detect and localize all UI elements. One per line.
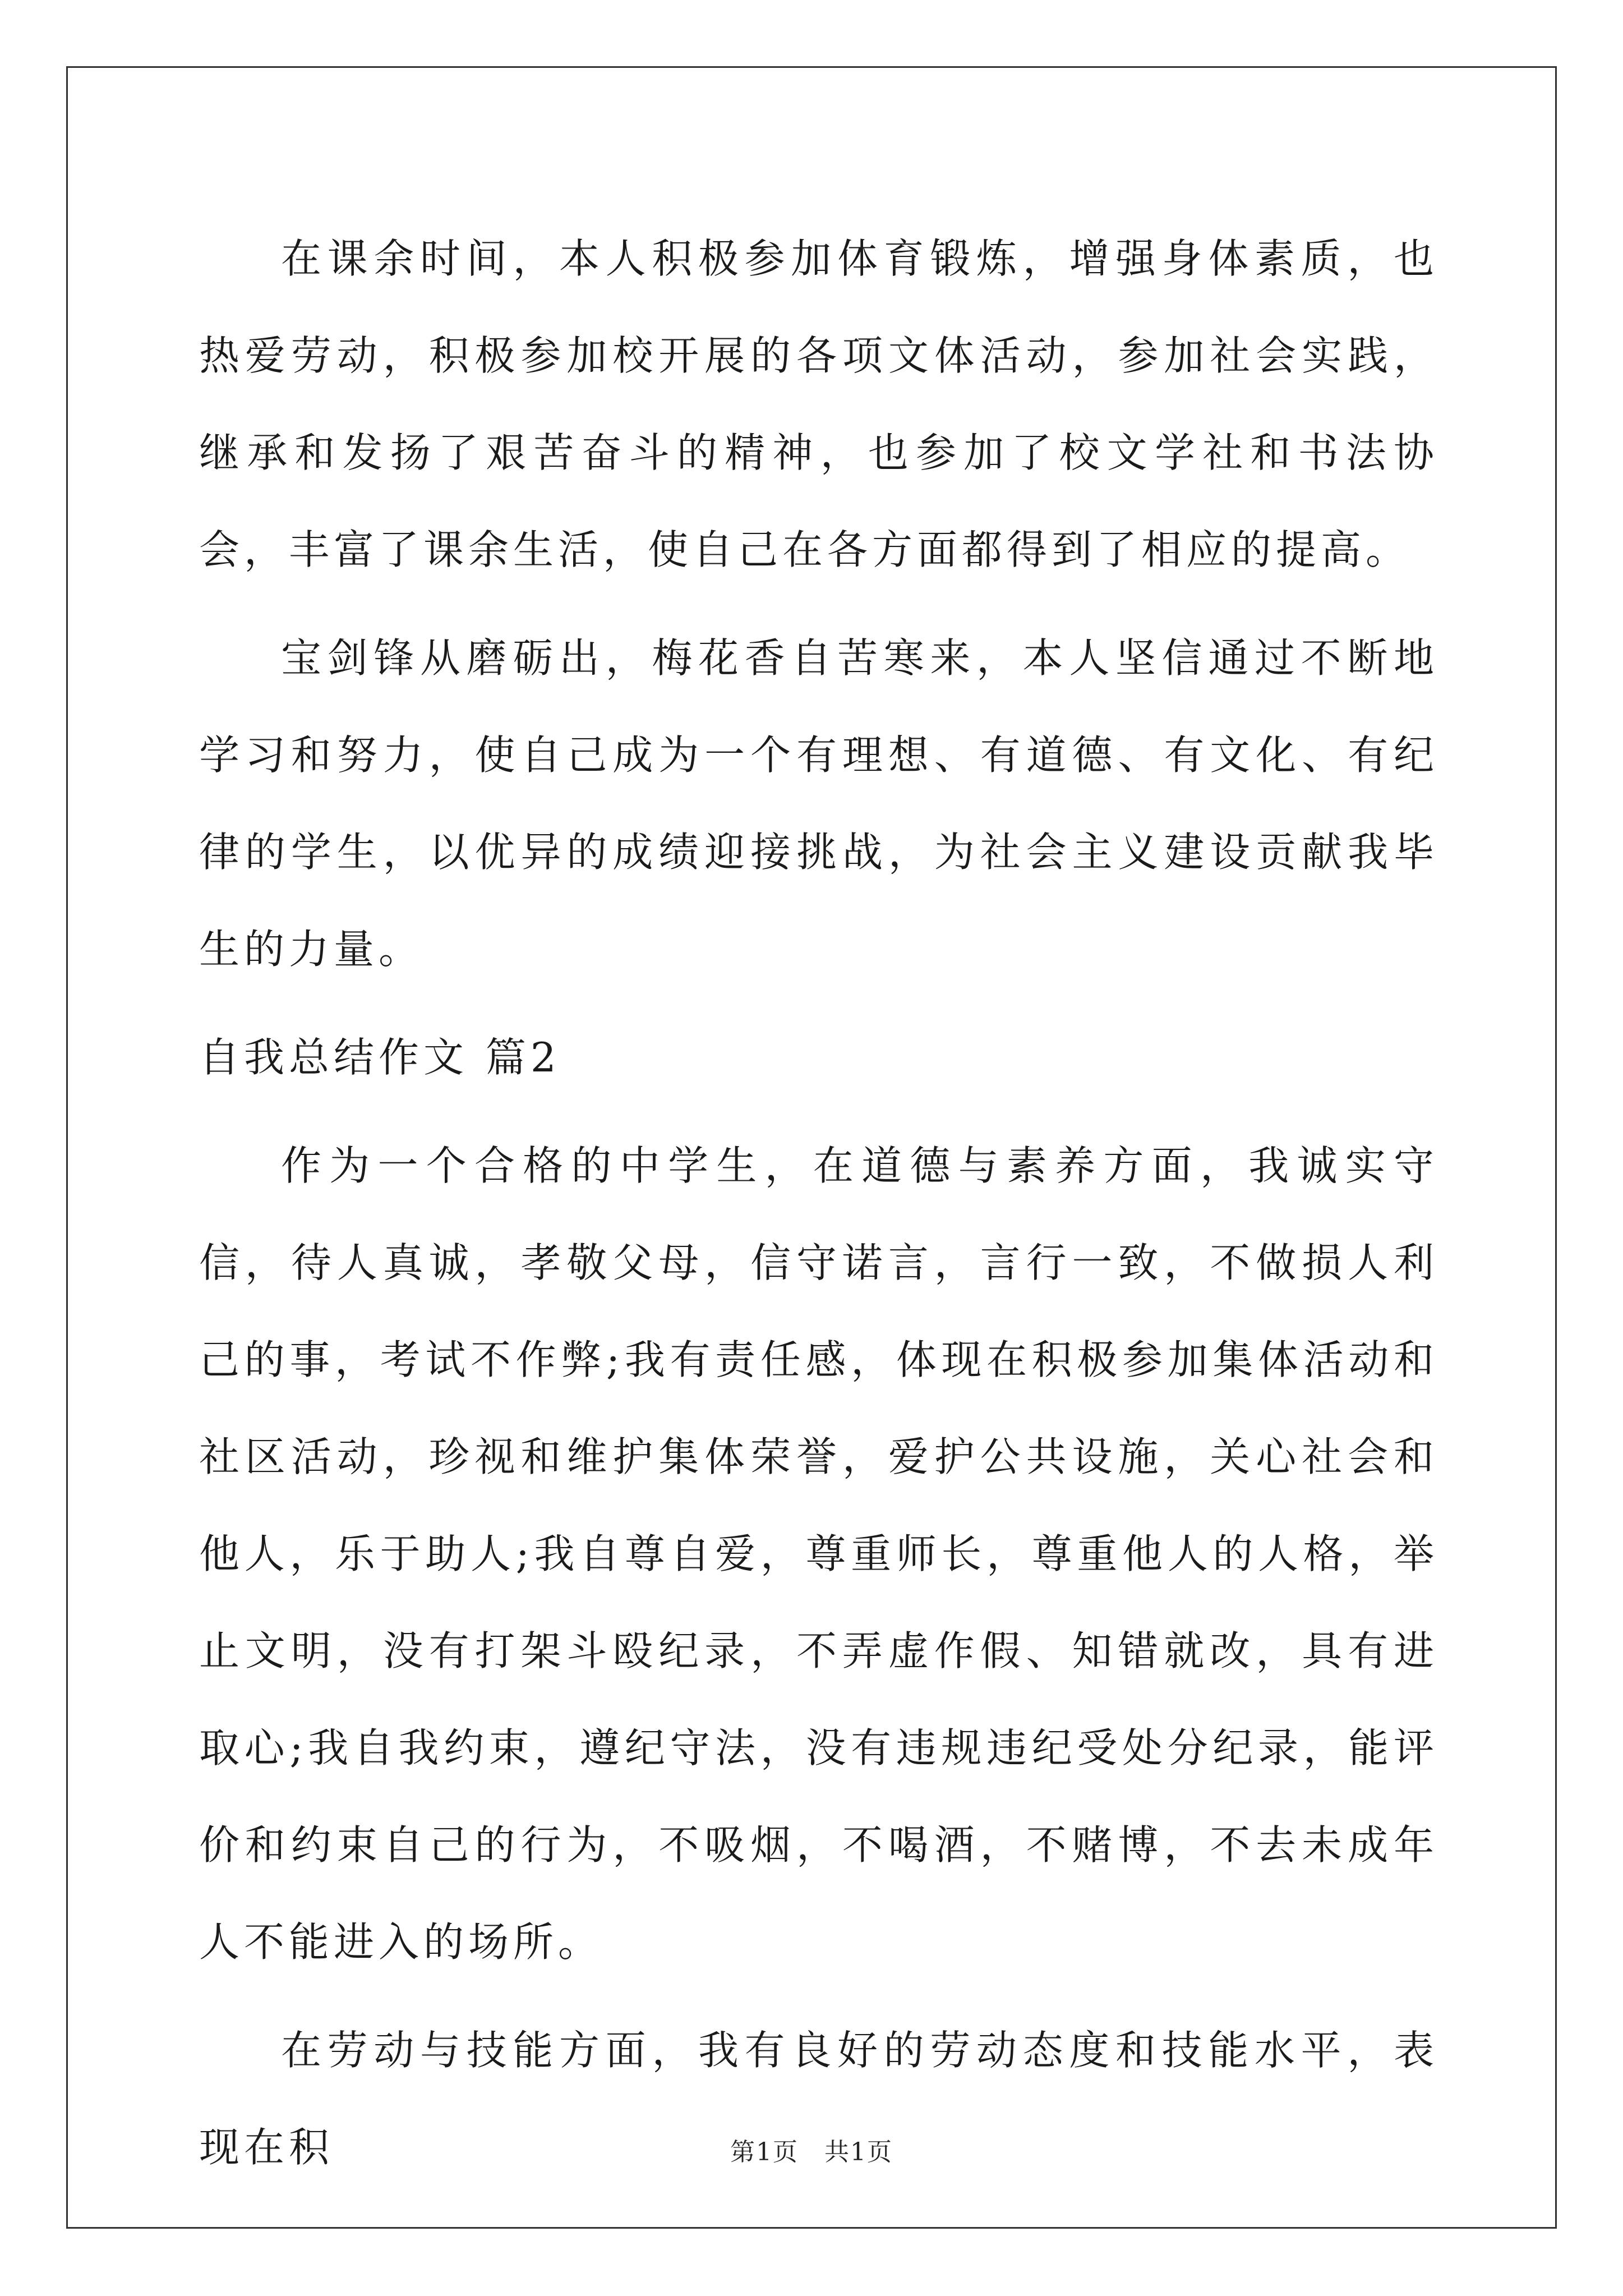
section-heading: 自我总结作文 篇2: [199, 1034, 561, 1081]
document-body: [199, 210, 1438, 2196]
page-footer: 第1页 共1页: [730, 2138, 893, 2166]
paragraph-morality: 作为一个合格的中学生，在道德与素养方面，我诚实守信，待人真诚，孝敬父母，信守诺言，言行一致，不做损人利己的事，考试不作弊;我有责任感，体现在积极参加集体活动和社区活动，珍视和维护集体荣誉，爱护公共设施，关心社会和他人，乐于助人;我自尊自爱，尊重师长，尊重他人的人格，举止文明，没有打架斗殴纪录，不弄虚作假、知错就改，具有进取心;我自我约束，遵纪守法，没有违规违纪受处分纪录，能评价和约束自己的行为，不吸烟，不喝酒，不赌博，不去未成年人不能进入的场所。: [199, 1142, 1438, 1966]
paragraph-extracurricular: 在课余时间，本人积极参加体育锻炼，增强身体素质，也热爱劳动，积极参加校开展的各项文体活动，参加社会实践，继承和发扬了艰苦奋斗的精神，也参加了校文学社和书法协会，丰富了课余生活，使自己在各方面都得到了相应的提高。: [199, 235, 1438, 573]
paragraph-labor: 在劳动与技能方面，我有良好的劳动态度和技能水平，表现在积: [199, 2027, 1438, 2171]
paragraph-motto: 宝剑锋从磨砺出，梅花香自苦寒来，本人坚信通过不断地学习和努力，使自己成为一个有理想、有道德、有文化、有纪律的学生，以优异的成绩迎接挑战，为社会主义建设贡献我毕生的力量。: [199, 634, 1438, 973]
